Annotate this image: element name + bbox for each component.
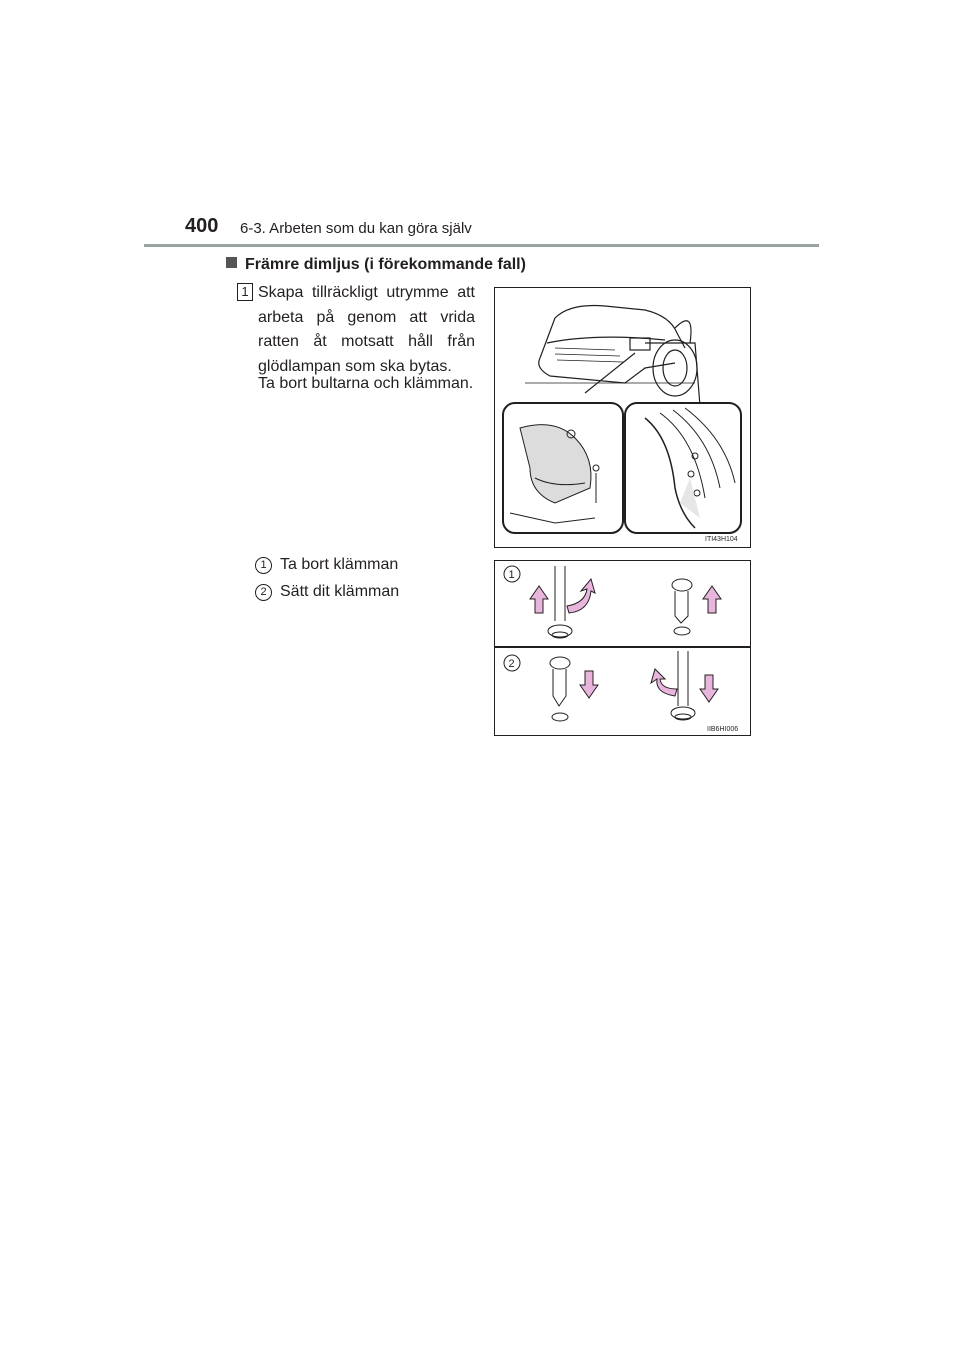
inset-right (625, 403, 741, 533)
car-front-drawing (495, 288, 750, 547)
rotate-arrow-icon (567, 579, 595, 613)
clip-step-text: Ta bort klämman (280, 556, 399, 573)
down-arrow-icon (700, 675, 718, 702)
figure-label: 2 (508, 658, 515, 670)
step-number-box: 1 (237, 283, 253, 301)
down-arrow-icon (580, 671, 598, 698)
figure-code: ITI43H104 (705, 536, 738, 543)
step-note: Ta bort bultarna och klämman. (258, 375, 474, 392)
fog-light-illustration (494, 287, 751, 548)
figure-code: IIB6HI006 (707, 726, 739, 733)
section-title: 6-3. Arbeten som du kan göra själv (240, 220, 472, 237)
subheading (226, 256, 526, 274)
figure-label: 1 (508, 569, 515, 581)
up-arrow-icon (530, 586, 548, 613)
clip-step-text: Sätt dit klämman (280, 583, 400, 600)
rotate-arrow-icon (651, 669, 677, 696)
clip-illustration (494, 560, 751, 736)
header-rule (144, 244, 819, 247)
page-number: 400 (185, 215, 219, 237)
step-text: Skapa tillräckligt utrymme att arbeta på genom att vrida ratten åt motsatt håll från glödlampan som ska bytas. (258, 284, 475, 375)
clip-drawing (495, 561, 750, 735)
clip-step-number: 2 (255, 584, 272, 601)
square-bullet-icon (226, 257, 237, 268)
clip-step-number: 1 (255, 557, 272, 574)
subheading-text: Främre dimljus (i förekommande fall) (245, 256, 526, 273)
up-arrow-icon (703, 586, 721, 613)
arrow-icons (530, 579, 721, 702)
